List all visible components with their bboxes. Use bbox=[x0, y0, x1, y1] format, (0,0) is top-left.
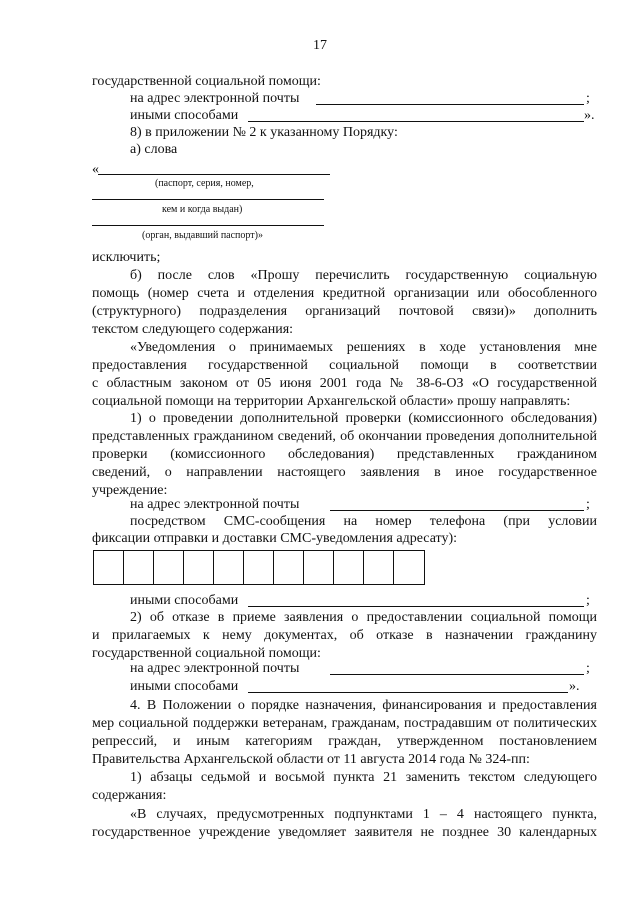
text-line: представленных гражданином сведений, об окончании проведения дополнительной bbox=[92, 429, 597, 444]
text-line: а) слова bbox=[130, 142, 178, 157]
text-line: 4. В Положении о порядке назначения, финансирования и предоставления bbox=[130, 698, 597, 713]
text-line: на адрес электронной почты bbox=[130, 91, 300, 106]
text-line: (структурного) подразделения организаций почтовой связи)» дополнить bbox=[92, 304, 597, 319]
fill-line bbox=[98, 174, 330, 175]
phone-digit-cell bbox=[124, 551, 154, 584]
text-line: «Уведомления о принимаемых решениях в ходе установления мне bbox=[130, 340, 597, 355]
text-line: ; bbox=[586, 91, 590, 106]
text-line: иными способами bbox=[130, 593, 239, 608]
text-line: 1) абзацы седьмой и восьмой пункта 21 заменить текстом следующего bbox=[130, 770, 597, 785]
text-line: сведений, о направлении настоящего заявления в иное государственное bbox=[92, 465, 597, 480]
text-line: репрессий, и иным категориям граждан, утвержденном постановлением bbox=[92, 734, 597, 749]
text-line: ; bbox=[586, 497, 590, 512]
text-line: иными способами bbox=[130, 679, 239, 694]
text-line: « bbox=[92, 162, 99, 177]
text-line: учреждение: bbox=[92, 483, 168, 498]
text-line: 2) об отказе в приеме заявления о предоставлении социальной помощи bbox=[130, 610, 597, 625]
text-line: 8) в приложении № 2 к указанному Порядку: bbox=[130, 125, 398, 140]
form-caption: кем и когда выдан) bbox=[162, 204, 243, 215]
text-line: иными способами bbox=[130, 108, 239, 123]
text-line: ». bbox=[569, 679, 580, 694]
text-line: и прилагаемых к нему документах, об отказе в назначении гражданину bbox=[92, 628, 597, 643]
phone-digit-cell bbox=[394, 551, 424, 584]
fill-line bbox=[92, 225, 324, 226]
text-line: исключить; bbox=[92, 250, 161, 265]
form-caption: (орган, выдавший паспорт)» bbox=[142, 230, 263, 241]
text-line: на адрес электронной почты bbox=[130, 497, 300, 512]
text-line: государственной социальной помощи: bbox=[92, 74, 321, 89]
text-line: на адрес электронной почты bbox=[130, 661, 300, 676]
text-line: социальной помощи на территории Архангельской области» прошу направлять: bbox=[92, 394, 571, 409]
fill-line bbox=[316, 90, 584, 105]
text-line: фиксации отправки и доставки СМС-уведомления адресату): bbox=[92, 531, 458, 546]
text-line: предоставления государственной социальной помощи в соответствии bbox=[92, 358, 597, 373]
fill-line bbox=[248, 592, 584, 607]
fill-line bbox=[330, 496, 584, 511]
phone-digit-cell bbox=[214, 551, 244, 584]
form-caption: (паспорт, серия, номер, bbox=[155, 178, 254, 189]
text-line: помощь (номер счета и отделения кредитной организации или обособленного bbox=[92, 286, 597, 301]
text-line: б) после слов «Прошу перечислить государственную социальную bbox=[130, 268, 597, 283]
text-line: 1) о проведении дополнительной проверки (комиссионного обследования) bbox=[130, 411, 597, 426]
text-line: государственной социальной помощи: bbox=[92, 646, 321, 661]
text-line: Правительства Архангельской области от 11 августа 2014 года № 324-пп: bbox=[92, 752, 530, 767]
phone-number-grid bbox=[93, 550, 425, 585]
text-line: мер социальной поддержки ветеранам, гражданам, пострадавшим от политических bbox=[92, 716, 597, 731]
fill-line bbox=[248, 678, 568, 693]
phone-digit-cell bbox=[94, 551, 124, 584]
text-line: содержания: bbox=[92, 788, 167, 803]
text-line: ; bbox=[586, 661, 590, 676]
phone-digit-cell bbox=[184, 551, 214, 584]
text-line: посредством СМС-сообщения на номер телефона (при условии bbox=[130, 514, 597, 529]
text-line: проверки (комиссионного обследования) представленных гражданином bbox=[92, 447, 597, 462]
text-line: государственное учреждение уведомляет заявителя не позднее 30 календарных bbox=[92, 825, 597, 840]
fill-line bbox=[330, 660, 584, 675]
phone-digit-cell bbox=[244, 551, 274, 584]
text-line: «В случаях, предусмотренных подпунктами 1 – 4 настоящего пункта, bbox=[130, 807, 597, 822]
phone-digit-cell bbox=[364, 551, 394, 584]
text-line: текстом следующего содержания: bbox=[92, 322, 294, 337]
phone-digit-cell bbox=[304, 551, 334, 584]
text-line: ». bbox=[584, 108, 595, 123]
fill-line bbox=[92, 199, 324, 200]
fill-line bbox=[248, 107, 584, 122]
text-line: с областным законом от 05 июня 2001 года № 38-6-ОЗ «О государственной bbox=[92, 376, 597, 391]
phone-digit-cell bbox=[154, 551, 184, 584]
phone-digit-cell bbox=[274, 551, 304, 584]
text-line: ; bbox=[586, 593, 590, 608]
phone-digit-cell bbox=[334, 551, 364, 584]
page-number: 17 bbox=[313, 38, 327, 53]
